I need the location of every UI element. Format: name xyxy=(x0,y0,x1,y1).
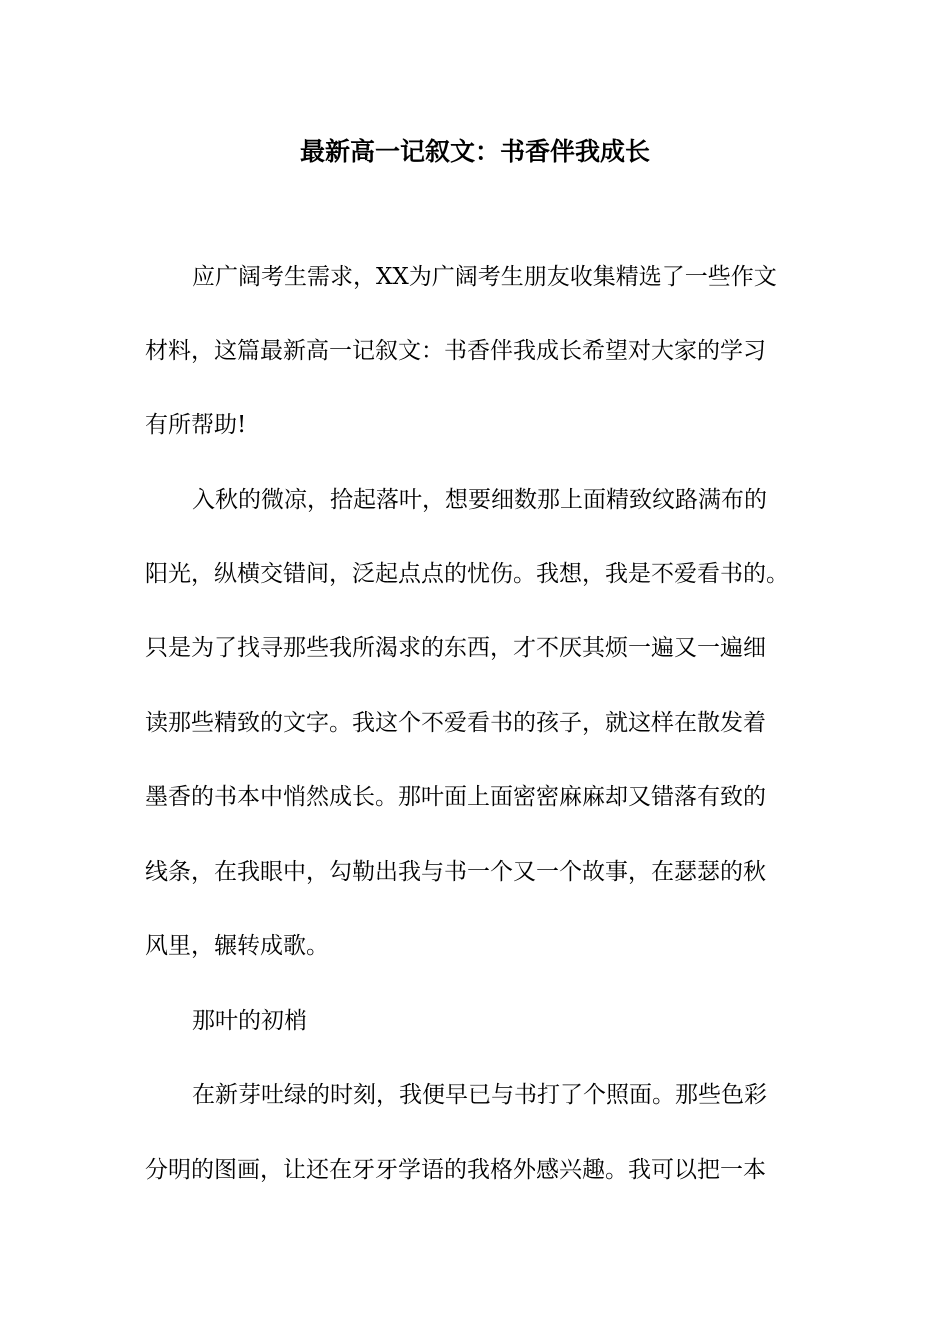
paragraph-line: 只是为了找寻那些我所渴求的东西，才不厌其烦一遍又一遍细 xyxy=(145,635,766,661)
paragraph-line: 有所帮助! xyxy=(145,412,247,438)
paragraph-line: 材料，这篇最新高一记叙文：书香伴我成长希望对大家的学习 xyxy=(145,338,766,364)
paragraph-line: 应广阔考生需求，XX为广阔考生朋友收集精选了一些作文 xyxy=(192,264,777,290)
paragraph-line: 在新芽吐绿的时刻，我便早已与书打了个照面。那些色彩 xyxy=(192,1082,767,1108)
paragraph-line: 墨香的书本中悄然成长。那叶面上面密密麻麻却又错落有致的 xyxy=(145,784,766,810)
paragraph-line: 分明的图画，让还在牙牙学语的我格外感兴趣。我可以把一本 xyxy=(145,1157,766,1183)
section-heading: 那叶的初梢 xyxy=(192,1008,307,1034)
paragraph-line: 风里，辗转成歌。 xyxy=(145,933,329,959)
paragraph-line: 读那些精致的文字。我这个不爱看书的孩子，就这样在散发着 xyxy=(145,710,766,736)
paragraph-line: 阳光，纵横交错间，泛起点点的忧伤。我想，我是不爱看书的。 xyxy=(145,561,789,587)
paragraph-line: 线条，在我眼中，勾勒出我与书一个又一个故事，在瑟瑟的秋 xyxy=(145,859,766,885)
document-title: 最新高一记叙文：书香伴我成长 xyxy=(299,137,650,166)
paragraph-line: 入秋的微凉，拾起落叶，想要细数那上面精致纹路满布的 xyxy=(192,487,767,513)
